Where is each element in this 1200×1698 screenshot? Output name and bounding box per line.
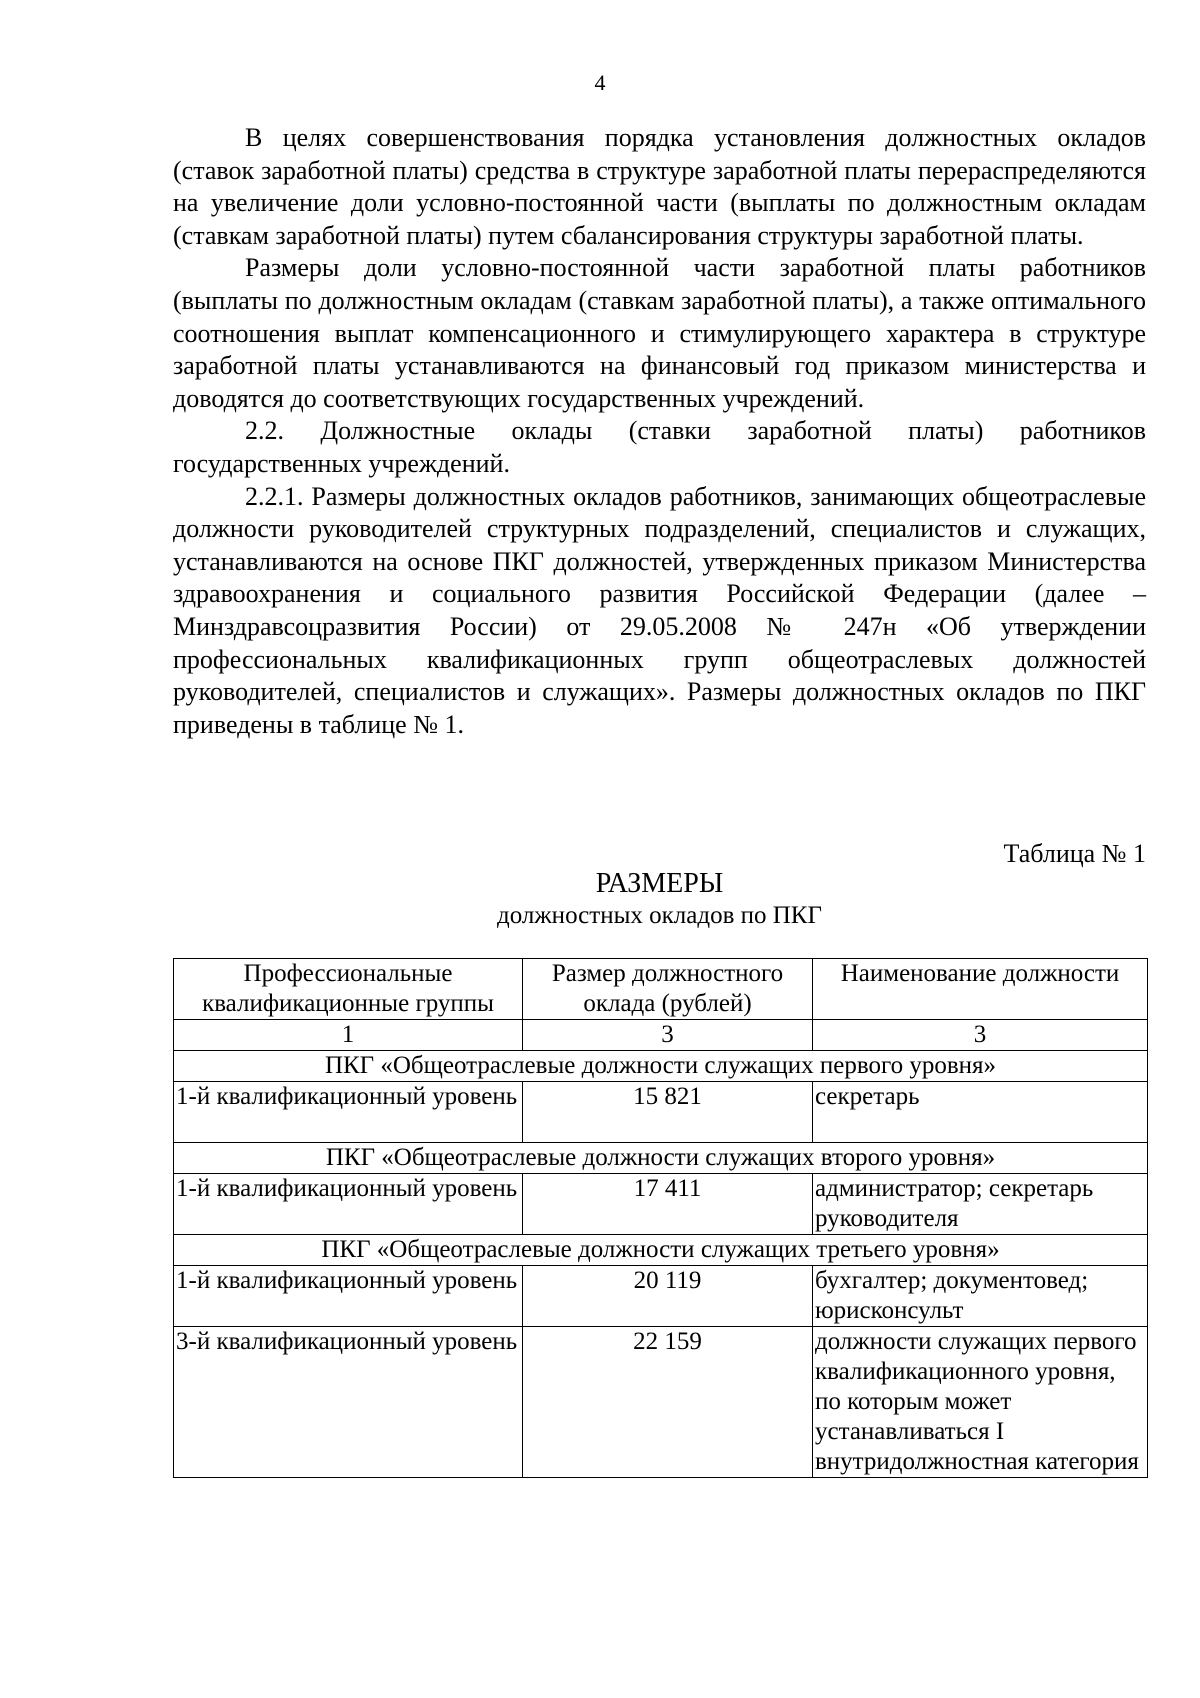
paragraph: 2.2. Должностные оклады (ставки заработной платы) работников государственных учреждений.	[173, 416, 1146, 478]
body-text	[173, 122, 1146, 741]
positions-cell: администратор; секретарь руководителя	[813, 1174, 1148, 1235]
salary-cell: 20 119	[523, 1266, 813, 1327]
column-number-row	[174, 1020, 1148, 1051]
group-row	[174, 1051, 1148, 1082]
table-title: РАЗМЕРЫ	[595, 868, 724, 899]
level-cell: 1-й квалификационный уровень	[174, 1174, 523, 1235]
salary-cell: 17 411	[523, 1174, 813, 1235]
table-row	[174, 1174, 1148, 1235]
table-row	[174, 1266, 1148, 1327]
group-title: ПКГ «Общеотраслевые должности служащих третьего уровня»	[174, 1235, 1148, 1266]
level-cell: 3-й квалификационный уровень	[174, 1327, 523, 1478]
page-number: 4	[594, 70, 606, 95]
paragraph: В целях совершенствования порядка установления должностных окладов (ставок заработной платы) средства в структуре заработной платы перераспределяются на увеличение доли условно-постоянной части (выплаты по должностным окладам (ставкам заработной платы) путем сбалансирования структуры заработной платы.	[173, 123, 1146, 250]
paragraph: Размеры доли условно-постоянной части заработной платы работников (выплаты по должностным окладам (ставкам заработной платы), а также оптимального соотношения выплат компенсационного и стимулирующего характера в структуре заработной платы устанавливаются на финансовый год приказом министерства и доводятся до соответствующих государственных учреждений.	[173, 253, 1146, 413]
table-row	[174, 1327, 1148, 1478]
positions-cell: должности служащих первого квалификационного уровня, по которым может устанавливаться I внутридолжностная категория	[813, 1327, 1148, 1478]
column-number: 3	[813, 1020, 1148, 1051]
group-title: ПКГ «Общеотраслевые должности служащих первого уровня»	[174, 1051, 1148, 1082]
positions-cell: секретарь	[813, 1082, 1148, 1143]
group-row	[174, 1235, 1148, 1266]
salary-cell: 22 159	[523, 1327, 813, 1478]
header-cell-groups: Профессиональные квалификационные группы	[174, 959, 523, 1020]
positions-cell: бухгалтер; документовед; юрисконсульт	[813, 1266, 1148, 1327]
table-caption: Таблица № 1	[1003, 839, 1146, 868]
paragraph: 2.2.1. Размеры должностных окладов работников, занимающих общеотраслевые должности руководителей структурных подразделений, специалистов и служащих, устанавливаются на основе ПКГ должностей, утвержденных приказом Министерства здравоохранения и социального развития Российской Федерации (далее – Минздравсоцразвития России) от 29.05.2008 № 247н «Об утверждении профессиональных квалификационных групп общеотраслевых должностей руководителей, специалистов и служащих». Размеры должностных окладов по ПКГ приведены в таблице № 1.	[173, 481, 1146, 739]
salary-table	[173, 958, 1148, 1478]
group-title: ПКГ «Общеотраслевые должности служащих второго уровня»	[174, 1143, 1148, 1174]
table-row	[174, 1082, 1148, 1143]
column-number: 3	[523, 1020, 813, 1051]
header-cell-positions: Наименование должности	[813, 959, 1148, 1020]
header-cell-salary: Размер должностного оклада (рублей)	[523, 959, 813, 1020]
table-subtitle: должностных окладов по ПКГ	[497, 902, 822, 929]
salary-cell: 15 821	[523, 1082, 813, 1143]
table-header-row	[174, 959, 1148, 1020]
level-cell: 1-й квалификационный уровень	[174, 1266, 523, 1327]
column-number: 1	[174, 1020, 523, 1051]
group-row	[174, 1143, 1148, 1174]
level-cell: 1-й квалификационный уровень	[174, 1082, 523, 1143]
